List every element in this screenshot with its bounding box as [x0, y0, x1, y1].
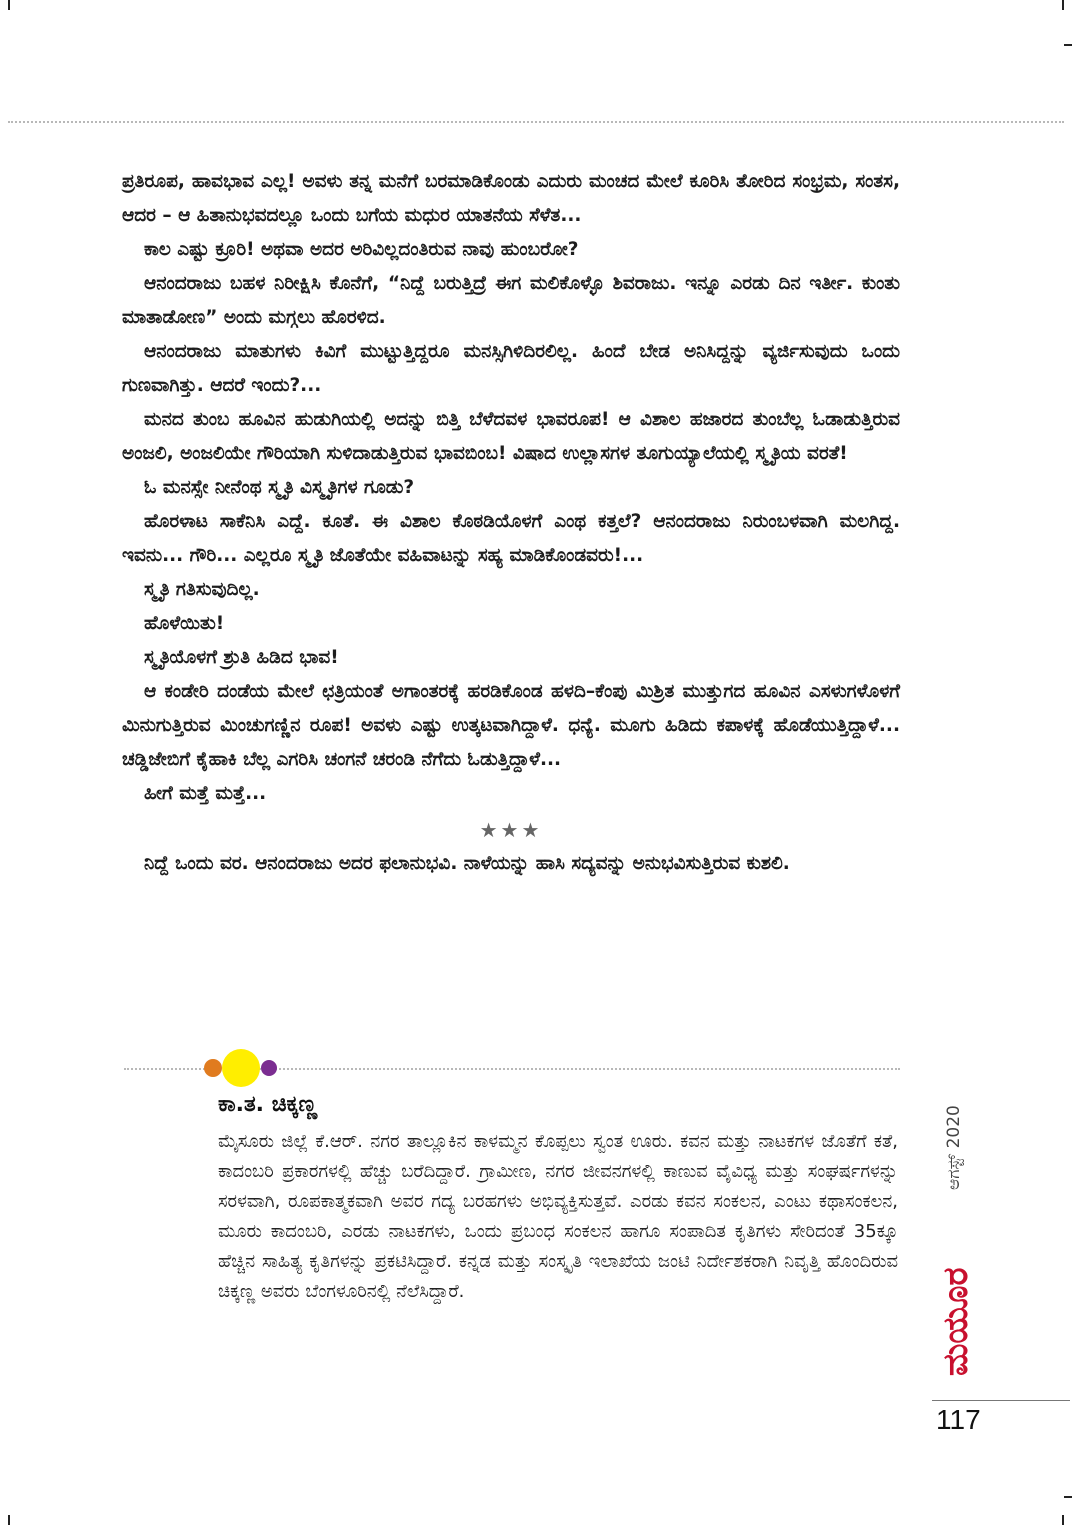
article-paragraph: ನಿದ್ದೆ ಒಂದು ವರ. ಆನಂದರಾಜು ಅದರ ಫಲಾನುಭವಿ. ನಾಳೆಯನ್ನು ಹಾಸಿ ಸದ್ಯವನ್ನು ಅನುಭವಿಸುತ್ತಿರುವ ಕುಶಲಿ.: [144, 853, 790, 874]
article-paragraph: ಆನಂದರಾಜು ಬಹಳ ನಿರೀಕ್ಷಿಸಿ ಕೊನೆಗೆ, “ನಿದ್ದೆ ಬರುತ್ತಿದ್ರೆ ಈಗ ಮಲಿಕೊಳ್ಳೊ ಶಿವರಾಜು. ಇನ್ನೂ ಎರಡು ದಿನ ಇರ್ತೀ. ಕುಂತು ಮಾತಾಡೋಣ” ಅಂದು ಮಗ್ಗಲು ಹೊರಳಿದ.: [122, 273, 900, 328]
article-paragraph: ಮನದ ತುಂಬ ಹೂವಿನ ಹುಡುಗಿಯಲ್ಲಿ ಅದನ್ನು ಬಿತ್ತಿ ಬೆಳೆದವಳ ಭಾವರೂಪ! ಆ ವಿಶಾಲ ಹಜಾರದ ತುಂಬೆಲ್ಲ ಓಡಾಡುತ್ತಿರುವ ಅಂಜಲಿ, ಅಂಜಲಿಯೇ ಗೌರಿಯಾಗಿ ಸುಳಿದಾಡುತ್ತಿರುವ ಭಾವಬಿಂಬ! ವಿಷಾದ ಉಲ್ಲಾಸಗಳ ತೂಗುಯ್ಯಾಲೆಯಲ್ಲಿ ಸ್ಮೃತಿಯ ವರತೆ!: [122, 409, 900, 464]
crop-mark-top-left: [8, 0, 10, 10]
crop-mark-bottom-left: [8, 1515, 10, 1525]
crop-mark-top-right: [1062, 0, 1064, 10]
article-body: [122, 165, 900, 881]
article-paragraph: ಓ ಮನಸ್ಸೇ ನೀನೆಂಥ ಸ್ಮೃತಿ ವಿಸ್ಮೃತಿಗಳ ಗೂಡು?: [144, 477, 415, 498]
article-paragraph: ಸ್ಮೃತಿ ಗತಿಸುವುದಿಲ್ಲ.: [144, 579, 260, 600]
article-paragraph: ಪ್ರತಿರೂಪ, ಹಾವಭಾವ ಎಲ್ಲ! ಅವಳು ತನ್ನ ಮನೆಗೆ ಬರಮಾಡಿಕೊಂಡು ಎದುರು ಮಂಚದ ಮೇಲೆ ಕೂರಿಸಿ ತೋರಿದ ಸಂಭ್ರಮ, ಸಂತಸ, ಆದರ – ಆ ಹಿತಾನುಭವದಲ್ಲೂ ಒಂದು ಬಗೆಯ ಮಧುರ ಯಾತನೆಯ ಸೆಳೆತ...: [122, 171, 900, 226]
section-separator: ★★★: [479, 818, 543, 842]
article-paragraph: ಸ್ಮೃತಿಯೊಳಗೆ ಶ್ರುತಿ ಹಿಡಿದ ಭಾವ!: [144, 647, 339, 668]
article-paragraph: ಹೀಗೆ ಮತ್ತೆ ಮತ್ತೆ...: [144, 783, 267, 804]
article-paragraph: ಆನಂದರಾಜು ಮಾತುಗಳು ಕಿವಿಗೆ ಮುಟ್ಟುತ್ತಿದ್ದರೂ ಮನಸ್ಸಿಗಿಳಿದಿರಲಿಲ್ಲ. ಹಿಂದೆ ಬೇಡ ಅನಿಸಿದ್ದನ್ನು ವ್ಯರ್ಜಿಸುವುದು ಒಂದು ಗುಣವಾಗಿತ್ತು. ಆದರೆ ಇಂದು?...: [122, 341, 900, 396]
purple-dot-ornament: [261, 1060, 277, 1076]
article-paragraph: ಕಾಲ ಎಷ್ಟು ಕ್ರೂರಿ! ಅಥವಾ ಅದರ ಅರಿವಿಲ್ಲದಂತಿರುವ ನಾವು ಹುಂಬರೋ?: [144, 239, 579, 260]
article-paragraph: ಆ ಕಂಡೇರಿ ದಂಡೆಯ ಮೇಲೆ ಛತ್ರಿಯಂತೆ ಅಗಾಂತರಕ್ಕೆ ಹರಡಿಕೊಂಡ ಹಳದಿ–ಕೆಂಪು ಮಿಶ್ರಿತ ಮುತ್ತುಗದ ಹೂವಿನ ಎಸಳುಗಳೊಳಗೆ ಮಿನುಗುತ್ತಿರುವ ಮಿಂಚುಗಣ್ಣಿನ ರೂಪ! ಅವಳು ಎಷ್ಟು ಉತ್ಕಟವಾಗಿದ್ದಾಳೆ. ಧನ್ಯೆ. ಮೂಗು ಹಿಡಿದು ಕಪಾಳಕ್ಕೆ ಹೊಡೆಯುತ್ತಿದ್ದಾಳೆ... ಚಡ್ಡಿಜೇಬಿಗೆ ಕೈಹಾಕಿ ಬೆಲ್ಲ ಎಗರಿಸಿ ಚಂಗನೆ ಚರಂಡಿ ನೆಗೆದು ಓಡುತ್ತಿದ್ದಾಳೆ...: [122, 681, 900, 770]
author-name: ಕಾ.ತ. ಚಿಕ್ಕಣ್ಣ: [218, 1092, 318, 1117]
header-dotted-rule: [8, 121, 1064, 123]
author-bio: ಮೈಸೂರು ಜಿಲ್ಲೆ ಕೆ.ಆರ್. ನಗರ ತಾಲ್ಲೂಕಿನ ಕಾಳಮ್ಮನ ಕೊಪ್ಪಲು ಸ್ವಂತ ಊರು. ಕವನ ಮತ್ತು ನಾಟಕಗಳ ಜೊತೆಗೆ ಕತೆ, ಕಾದಂಬರಿ ಪ್ರಕಾರಗಳಲ್ಲಿ ಹೆಚ್ಚು ಬರೆದಿದ್ದಾರೆ. ಗ್ರಾಮೀಣ, ನಗರ ಜೀವನಗಳಲ್ಲಿ ಕಾಣುವ ವೈವಿಧ್ಯ ಮತ್ತು ಸಂಘರ್ಷಗಳನ್ನು ಸರಳವಾಗಿ, ರೂಪಕಾತ್ಮಕವಾಗಿ ಅವರ ಗದ್ಯ ಬರಹಗಳು ಅಭಿವ್ಯಕ್ತಿಸುತ್ತವೆ. ಎರಡು ಕವನ ಸಂಕಲನ, ಎಂಟು ಕಥಾಸಂಕಲನ, ಮೂರು ಕಾದಂಬರಿ, ಎರಡು ನಾಟಕಗಳು, ಒಂದು ಪ್ರಬಂಧ ಸಂಕಲನ ಹಾಗೂ ಸಂಪಾದಿತ ಕೃತಿಗಳು ಸೇರಿದಂತೆ 35ಕ್ಕೂ ಹೆಚ್ಚಿನ ಸಾಹಿತ್ಯ ಕೃತಿಗಳನ್ನು ಪ್ರಕಟಿಸಿದ್ದಾರೆ. ಕನ್ನಡ ಮತ್ತು ಸಂಸ್ಕೃತಿ ಇಲಾಖೆಯ ಜಂಟಿ ನಿರ್ದೇಶಕರಾಗಿ ನಿವೃತ್ತಿ ಹೊಂದಿರುವ ಚಿಕ್ಕಣ್ಣ ಅವರು ಬೆಂಗಳೂರಿನಲ್ಲಿ ನೆಲೆಸಿದ್ದಾರೆ.: [218, 1131, 898, 1302]
crop-mark-right-upper: [1064, 44, 1072, 46]
page-number-rule: [932, 1400, 1070, 1401]
yellow-dot-ornament: [222, 1049, 260, 1087]
crop-mark-bottom-right: [1062, 1515, 1064, 1525]
issue-date: ಆಗಸ್ಟ್ 2020: [944, 1105, 964, 1190]
orange-dot-ornament: [204, 1059, 222, 1077]
article-paragraph: ಹೊರಳಾಟ ಸಾಕೆನಿಸಿ ಎದ್ದೆ. ಕೂತೆ. ಈ ವಿಶಾಲ ಕೊಠಡಿಯೊಳಗೆ ಎಂಥ ಕತ್ತಲೆ? ಆನಂದರಾಜು ನಿರುಂಬಳವಾಗಿ ಮಲಗಿದ್ದ. ಇವನು... ಗೌರಿ... ಎಲ್ಲರೂ ಸ್ಮೃತಿ ಜೊತೆಯೇ ವಹಿವಾಟನ್ನು ಸಹ್ಯ ಮಾಡಿಕೊಂಡವರು!...: [122, 511, 900, 566]
crop-mark-right-lower: [1064, 1496, 1072, 1498]
magazine-logo: ಮಯೂರ: [936, 1267, 976, 1376]
page-number: 117: [936, 1404, 981, 1435]
article-paragraph: ಹೊಳೆಯಿತು!: [144, 613, 225, 634]
